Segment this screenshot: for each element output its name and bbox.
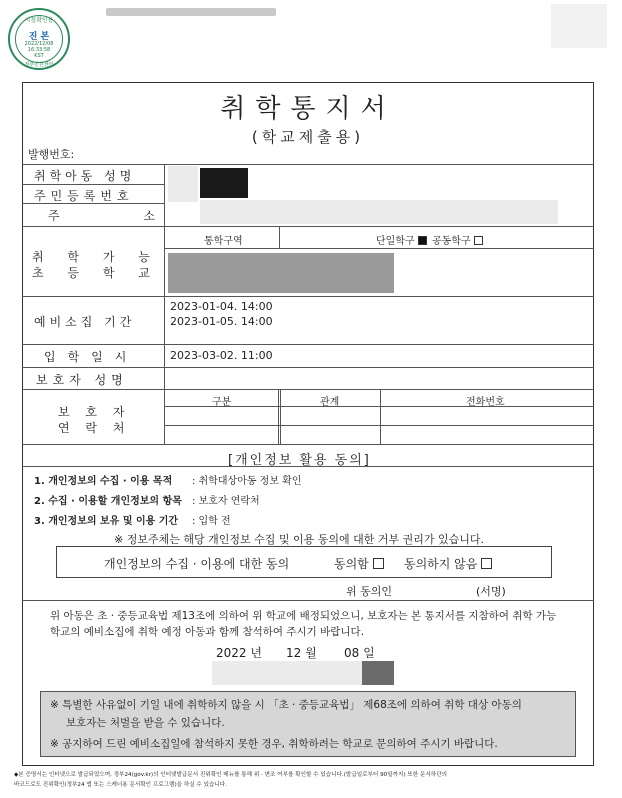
authenticity-stamp (8, 8, 70, 70)
address-label: 주 소 (48, 209, 195, 223)
notice-line-2: 보호자는 처벌을 받을 수 있습니다. (66, 717, 225, 729)
joint-district-label: 공동학구 (432, 236, 471, 247)
redacted-date-area (212, 661, 362, 685)
row-divider (22, 344, 594, 345)
row-divider (164, 425, 594, 426)
privacy-item-1-label: 1. 개인정보의 수집 · 이용 목적 (34, 476, 173, 487)
row-divider (164, 248, 594, 249)
column-divider (279, 226, 280, 248)
privacy-section-rule (22, 600, 594, 601)
orientation-start: 2023-01-04. 14:00 (170, 300, 273, 313)
guardian-contact-label-line2: 연 락 처 (58, 421, 131, 435)
body-line-1: 위 아동은 초 · 중등교육법 제13조에 의하여 위 학교에 배정되었으니, 보호자는 본 통지서를 지참하여 취학 가능 (50, 610, 557, 622)
child-name-label: 취학아동 성명 (34, 169, 136, 183)
column-divider (278, 389, 281, 444)
redacted-corner-block (551, 4, 607, 48)
privacy-item-1-value: : 취학대상아동 정보 확인 (192, 476, 302, 487)
orientation-end: 2023-01-05. 14:00 (170, 315, 273, 328)
consent-question: 개인정보의 수집 · 이용에 대한 동의 (104, 557, 290, 571)
row-divider (22, 184, 164, 185)
body-line-2: 학교의 예비소집에 취학 예정 아동과 함께 참석하여 주시기 바랍니다. (50, 626, 365, 638)
redacted-child-name-dark (200, 168, 248, 198)
guardian-name-label: 보호자 성명 (36, 373, 128, 387)
admission-datetime: 2023-03-02. 11:00 (170, 349, 273, 362)
footer-note-line-2: 바코드로도 진위확인(정부24 앱 또는 스캐너용 문서확인 프로그램)을 하실 수 있습니다. (14, 782, 227, 788)
notice-line-3: ※ 공지하여 드린 예비소집일에 참석하지 못한 경우, 취학하려는 학교로 문의하여 주시기 바랍니다. (50, 738, 498, 750)
single-district-label: 단일학구 (376, 236, 415, 247)
joint-district-checkbox (474, 236, 483, 245)
disagree-checkbox[interactable] (481, 558, 492, 569)
school-label-line2: 초 등 학 교 (32, 266, 160, 280)
stamp-issuer: 정부민원센터 (24, 62, 54, 68)
single-district-checkbox (418, 236, 427, 245)
school-label-line1: 취 학 가 능 (32, 250, 160, 264)
signer-label: 위 동의인 (346, 585, 393, 598)
redacted-address (200, 200, 558, 224)
privacy-item-3-label: 3. 개인정보의 보유 및 이용 기간 (34, 516, 179, 527)
admission-label: 입학일시 (44, 350, 139, 364)
notice-line-1: ※ 특별한 사유없이 기일 내에 취학하지 않을 시 「초 · 중등교육법」 제68조에 의하여 취학 대상 아동의 (50, 699, 522, 711)
row-divider (22, 226, 594, 227)
resident-number-label: 주민등록번호 (34, 189, 134, 203)
stamp-tz: KST (34, 53, 44, 59)
single-district-option (376, 232, 427, 247)
issue-date-day: 08 일 (344, 646, 375, 660)
privacy-heading: [개인정보 활용 동의] (228, 453, 371, 468)
guardian-contact-label-line1: 보 호 자 (58, 405, 131, 419)
row-divider (22, 296, 594, 297)
stamp-date: 2022/12/08 (24, 41, 54, 47)
privacy-rights-note: ※ 정보주체는 해당 개인정보 수집 및 이용 동의에 대한 거부 권리가 있습니다. (114, 533, 484, 546)
agree-label: 동의함 (334, 557, 369, 571)
footer-note-line-1: ◆본 증명서는 인터넷으로 발급되었으며, 정부24(gov.kr)의 인터넷발급문서 진위확인 메뉴를 통해 위 · 변조 여부를 확인할 수 있습니다.(발급일로부터 90일까지) 또한 문서하단의 (14, 772, 448, 778)
row-divider (22, 389, 594, 390)
contact-col-category: 구분 (212, 397, 232, 408)
agree-checkbox[interactable] (373, 558, 384, 569)
joint-district-option (432, 232, 483, 247)
label-column-divider (164, 164, 165, 444)
redacted-school-name (168, 253, 394, 293)
contact-col-relation: 관계 (320, 397, 340, 408)
redacted-date-area-dark (362, 661, 394, 685)
stamp-time: 16:33:58 (27, 47, 51, 53)
issue-number-label: 발행번호: (28, 148, 75, 161)
disagree-label: 동의하지 않음 (404, 557, 478, 571)
contact-col-phone: 전화번호 (466, 397, 505, 408)
stamp-ring-text: 시청확인용 (24, 17, 54, 24)
redacted-header-text (106, 8, 276, 16)
disagree-option[interactable] (404, 555, 492, 572)
redacted-child-name (168, 166, 198, 202)
row-divider (22, 444, 594, 445)
privacy-item-3-value: : 입학 전 (192, 516, 231, 527)
privacy-heading-rule (22, 466, 594, 467)
privacy-item-2-value: : 보호자 연락처 (192, 496, 260, 507)
document-title: 취학통지서 (220, 94, 396, 124)
issue-date-year: 2022 년 (216, 646, 262, 660)
table-top-border (22, 164, 594, 165)
issue-date-month: 12 월 (286, 646, 317, 660)
column-divider (380, 389, 381, 444)
document-subtitle: (학교제출용) (251, 128, 365, 146)
district-label: 통학구역 (204, 236, 243, 247)
stamp-label: 진 본 (28, 32, 50, 42)
signature-label: (서명) (476, 585, 506, 598)
row-divider (22, 367, 594, 368)
orientation-label: 예비소집 기간 (34, 315, 136, 329)
privacy-item-2-label: 2. 수집 · 이용할 개인정보의 항목 (34, 496, 182, 507)
agree-option[interactable] (334, 555, 384, 572)
